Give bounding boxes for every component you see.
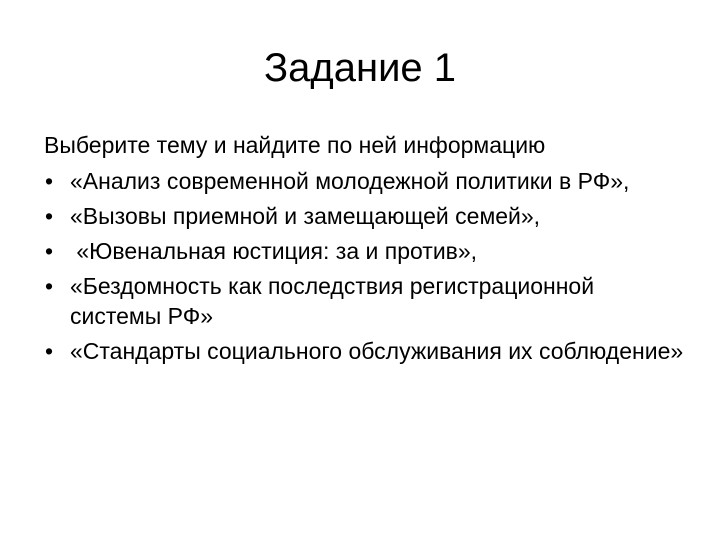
bullet-icon: • (45, 338, 54, 364)
list-item (44, 166, 684, 196)
bullet-icon: • (45, 203, 54, 229)
topic-list (44, 166, 684, 366)
topic-text: «Стандарты социального обслуживания их соблюдение» (70, 338, 684, 364)
topic-text: «Анализ современной молодежной политики в РФ», (70, 168, 630, 194)
list-item (44, 201, 684, 231)
list-item (44, 336, 684, 366)
topic-text: «Бездомность как последствия регистрационной системы РФ» (70, 273, 595, 329)
slide-title-text: Задание 1 (263, 46, 457, 90)
bullet-icon: • (45, 273, 54, 299)
list-item (44, 236, 684, 266)
list-item (44, 271, 684, 331)
bullet-icon: • (45, 168, 54, 194)
bullet-icon: • (45, 238, 54, 264)
topic-text: «Ювенальная юстиция: за и против», (70, 238, 478, 264)
slide-title (0, 44, 720, 92)
slide-body (44, 130, 684, 371)
intro-text: Выберите тему и найдите по ней информацию (44, 132, 546, 158)
topic-text: «Вызовы приемной и замещающей семей», (70, 203, 541, 229)
